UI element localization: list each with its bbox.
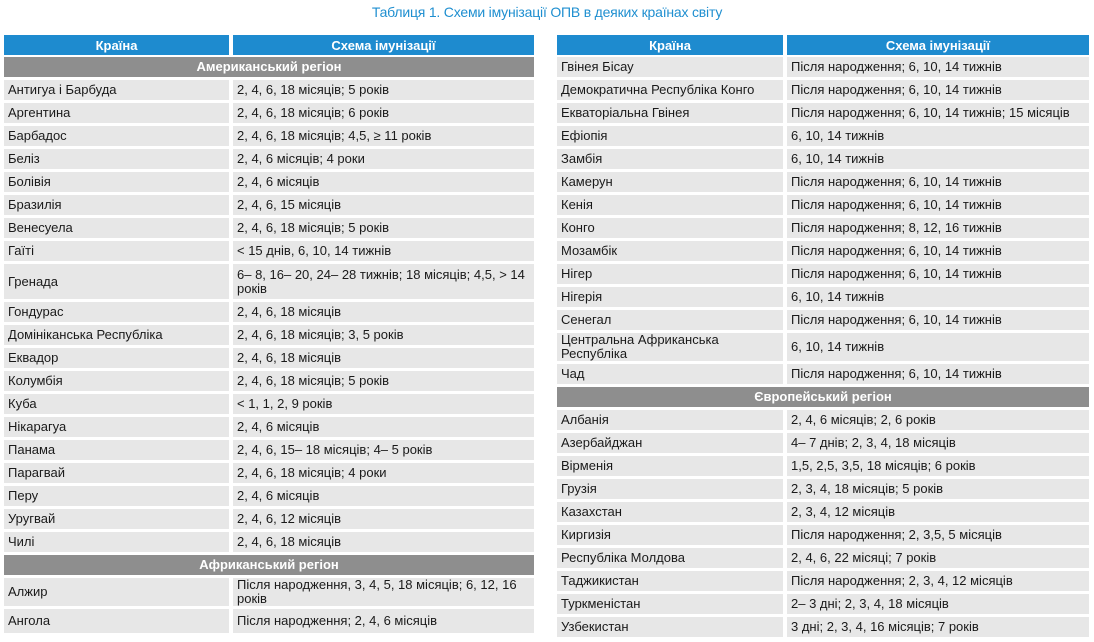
schedule-cell: Після народження; 6, 10, 14 тижнів [787,57,1089,80]
region-title: Американський регіон [4,57,534,80]
table-row [4,264,534,302]
table-row [557,594,1089,617]
schedule-cell: 2, 3, 4, 12 місяців [787,502,1089,525]
column-header-schedule: Схема імунізації [233,35,534,57]
table-row [4,218,534,241]
schedule-cell: Після народження; 6, 10, 14 тижнів [787,310,1089,333]
table-row [4,241,534,264]
table-row [557,218,1089,241]
table-row [557,126,1089,149]
country-cell: Ангола [4,609,233,636]
country-cell: Кенія [557,195,787,218]
country-cell: Нігер [557,264,787,287]
schedule-cell: 2, 4, 6, 18 місяців; 3, 5 років [233,325,534,348]
table-row [4,348,534,371]
country-cell: Венесуела [4,218,233,241]
country-cell: Колумбія [4,371,233,394]
schedule-cell: 2, 4, 6, 18 місяців; 4,5, ≥ 11 років [233,126,534,149]
table-row [557,410,1089,433]
table-row [4,578,534,609]
schedule-cell: 2, 4, 6 місяців [233,172,534,195]
schedule-cell: 6, 10, 14 тижнів [787,149,1089,172]
country-cell: Таджикистан [557,571,787,594]
country-cell: Гондурас [4,302,233,325]
country-cell: Алжир [4,578,233,609]
country-cell: Нікарагуа [4,417,233,440]
country-cell: Барбадос [4,126,233,149]
country-cell: Антигуа і Барбуда [4,80,233,103]
schedule-table-right [557,35,1089,640]
region-header-row [4,555,534,578]
country-cell: Казахстан [557,502,787,525]
table-row [557,149,1089,172]
schedule-cell: Після народження; 6, 10, 14 тижнів [787,264,1089,287]
country-cell: Центральна Африканська Республіка [557,333,787,364]
table-row [557,57,1089,80]
schedule-cell: 2, 4, 6 місяців; 2, 6 років [787,410,1089,433]
country-cell: Камерун [557,172,787,195]
schedule-cell: Після народження; 6, 10, 14 тижнів [787,364,1089,387]
table-row [557,479,1089,502]
table-row [557,241,1089,264]
schedule-cell: Після народження; 2, 4, 6 місяців [233,609,534,636]
table-row [4,486,534,509]
table-row [4,325,534,348]
country-cell: Беліз [4,149,233,172]
schedule-cell: 6, 10, 14 тижнів [787,333,1089,364]
region-header-row [557,387,1089,410]
country-cell: Перу [4,486,233,509]
country-cell: Туркменістан [557,594,787,617]
country-cell: Гренада [4,264,233,302]
schedule-cell: 2, 4, 6, 18 місяців; 6 років [233,103,534,126]
region-title: Європейський регіон [557,387,1089,410]
country-cell: Болівія [4,172,233,195]
schedule-table-left [4,35,534,636]
country-cell: Чилі [4,532,233,555]
schedule-cell: Після народження; 2, 3,5, 5 місяців [787,525,1089,548]
schedule-cell: 6– 8, 16– 20, 24– 28 тижнів; 18 місяців; 4,5, > 14 років [233,264,534,302]
table-row [557,195,1089,218]
schedule-cell: Після народження; 6, 10, 14 тижнів [787,241,1089,264]
column-header-country: Країна [4,35,233,57]
schedule-cell: Після народження; 6, 10, 14 тижнів [787,172,1089,195]
table-row [557,333,1089,364]
table-row [4,532,534,555]
schedule-cell: 2, 4, 6, 18 місяців; 5 років [233,80,534,103]
country-cell: Киргизія [557,525,787,548]
table-row [4,609,534,636]
schedule-cell: 2, 4, 6, 18 місяців; 5 років [233,371,534,394]
country-cell: Уругвай [4,509,233,532]
schedule-cell: Після народження; 6, 10, 14 тижнів [787,80,1089,103]
country-cell: Парагвай [4,463,233,486]
schedule-cell: 4– 7 днів; 2, 3, 4, 18 місяців [787,433,1089,456]
country-cell: Демократична Республіка Конго [557,80,787,103]
table-row [4,302,534,325]
country-cell: Республіка Молдова [557,548,787,571]
table-row [557,456,1089,479]
schedule-cell: < 1, 1, 2, 9 років [233,394,534,417]
table-row [4,394,534,417]
table-row [4,149,534,172]
country-cell: Еквадор [4,348,233,371]
country-cell: Узбекистан [557,617,787,640]
schedule-cell: 2, 4, 6, 18 місяців [233,302,534,325]
table-row [557,264,1089,287]
schedule-cell: 2, 4, 6, 15 місяців [233,195,534,218]
schedule-cell: 2, 4, 6, 18 місяців; 4 роки [233,463,534,486]
region-title: Африканський регіон [4,555,534,578]
country-cell: Сенегал [557,310,787,333]
schedule-cell: 2, 4, 6, 18 місяців [233,532,534,555]
schedule-cell: 2, 4, 6, 22 місяці; 7 років [787,548,1089,571]
table-row [557,502,1089,525]
schedule-cell: 2, 4, 6, 12 місяців [233,509,534,532]
schedule-cell: 1,5, 2,5, 3,5, 18 місяців; 6 років [787,456,1089,479]
table-row [4,195,534,218]
table-row [557,103,1089,126]
schedule-cell: 2, 3, 4, 18 місяців; 5 років [787,479,1089,502]
schedule-cell: Після народження, 3, 4, 5, 18 місяців; 6, 12, 16 років [233,578,534,609]
schedule-cell: 2, 4, 6, 18 місяців; 5 років [233,218,534,241]
schedule-cell: 2, 4, 6, 18 місяців [233,348,534,371]
country-cell: Конго [557,218,787,241]
table-row [557,172,1089,195]
country-cell: Албанія [557,410,787,433]
country-cell: Чад [557,364,787,387]
region-header-row [4,57,534,80]
table-row [4,440,534,463]
country-cell: Бразилія [4,195,233,218]
country-cell: Панама [4,440,233,463]
country-cell: Замбія [557,149,787,172]
table-row [4,126,534,149]
table-row [557,617,1089,640]
table-row [557,310,1089,333]
schedule-cell: Після народження; 8, 12, 16 тижнів [787,218,1089,241]
table-header-row [557,35,1089,57]
country-cell: Аргентина [4,103,233,126]
schedule-cell: Після народження; 2, 3, 4, 12 місяців [787,571,1089,594]
country-cell: Мозамбік [557,241,787,264]
table-row [557,287,1089,310]
table-caption: Таблиця 1. Схеми імунізації ОПВ в деяких країнах світу [371,4,723,20]
schedule-cell: Після народження; 6, 10, 14 тижнів; 15 місяців [787,103,1089,126]
schedule-cell: 2, 4, 6, 15– 18 місяців; 4– 5 років [233,440,534,463]
country-cell: Гаїті [4,241,233,264]
country-cell: Домініканська Республіка [4,325,233,348]
country-cell: Грузія [557,479,787,502]
country-cell: Гвінея Бісау [557,57,787,80]
country-cell: Нігерія [557,287,787,310]
country-cell: Куба [4,394,233,417]
table-row [557,80,1089,103]
table-row [4,509,534,532]
schedule-cell: 2– 3 дні; 2, 3, 4, 18 місяців [787,594,1089,617]
table-row [4,371,534,394]
table-row [4,417,534,440]
table-row [557,548,1089,571]
schedule-cell: 2, 4, 6 місяців [233,417,534,440]
country-cell: Вірменія [557,456,787,479]
table-row [557,571,1089,594]
table-row [4,463,534,486]
table-row [4,80,534,103]
country-cell: Азербайджан [557,433,787,456]
schedule-cell: 6, 10, 14 тижнів [787,126,1089,149]
table-header-row [4,35,534,57]
schedule-cell: 2, 4, 6 місяців; 4 роки [233,149,534,172]
schedule-cell: 6, 10, 14 тижнів [787,287,1089,310]
table-row [4,103,534,126]
country-cell: Ефіопія [557,126,787,149]
table-row [557,364,1089,387]
table-row [4,172,534,195]
table-row [557,433,1089,456]
schedule-cell: 2, 4, 6 місяців [233,486,534,509]
column-header-country: Країна [557,35,787,57]
schedule-cell: 3 дні; 2, 3, 4, 16 місяців; 7 років [787,617,1089,640]
country-cell: Екваторіальна Гвінея [557,103,787,126]
schedule-cell: < 15 днів, 6, 10, 14 тижнів [233,241,534,264]
table-row [557,525,1089,548]
column-header-schedule: Схема імунізації [787,35,1089,57]
schedule-cell: Після народження; 6, 10, 14 тижнів [787,195,1089,218]
